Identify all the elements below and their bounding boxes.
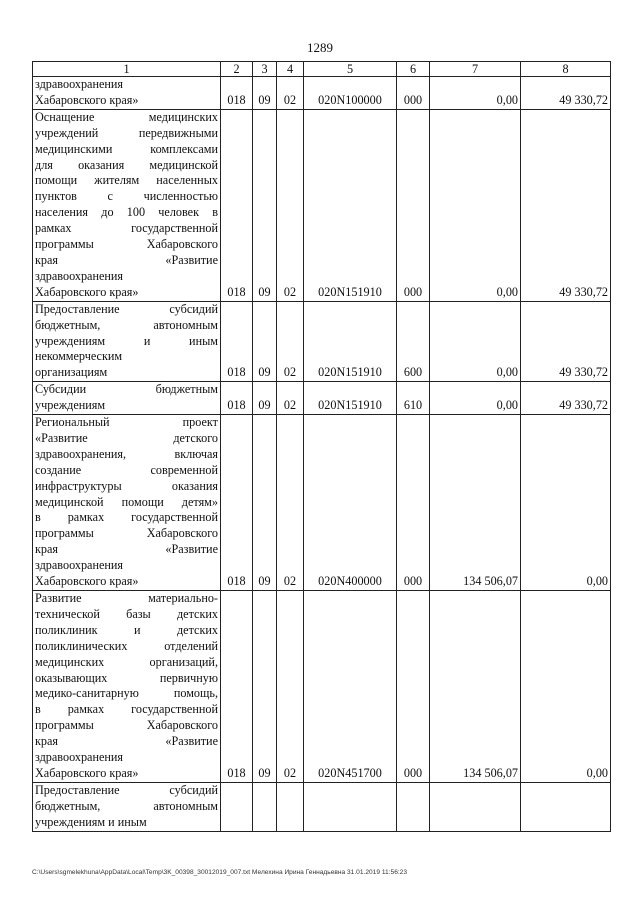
description-line: бюджетным, автономным bbox=[35, 798, 218, 813]
cell-expense-type: 000 bbox=[397, 77, 430, 110]
description-line: Хабаровского края» bbox=[35, 765, 139, 780]
description-line: организациям bbox=[35, 365, 108, 380]
cell-expense-type: 000 bbox=[397, 591, 430, 783]
page-number: 1289 bbox=[307, 40, 333, 55]
description-line: медицинской помощи детям» bbox=[35, 494, 218, 509]
cell-target-article: 020N451700 bbox=[304, 591, 397, 783]
table-row bbox=[33, 77, 611, 110]
cell-expense-type bbox=[397, 782, 430, 831]
description-line: здравоохранения bbox=[35, 558, 124, 573]
row-description bbox=[33, 109, 221, 301]
header-col-7: 7 bbox=[430, 62, 521, 77]
cell-section: 09 bbox=[253, 301, 277, 382]
table-row bbox=[33, 782, 611, 831]
description-line: в рамках государственной bbox=[35, 702, 218, 717]
description-line: оказывающих первичную bbox=[35, 670, 218, 685]
description-line: медицинских организаций, bbox=[35, 654, 218, 669]
description-line: учреждений передвижными bbox=[35, 125, 218, 140]
cell-target-article: 020N100000 bbox=[304, 77, 397, 110]
cell-amount-2 bbox=[521, 782, 611, 831]
row-description bbox=[33, 591, 221, 783]
cell-subsection: 02 bbox=[277, 109, 304, 301]
cell-subsection: 02 bbox=[277, 415, 304, 591]
description-line: Оснащение медицинских bbox=[35, 109, 218, 124]
cell-subsection: 02 bbox=[277, 382, 304, 415]
description-line: в рамках государственной bbox=[35, 510, 218, 525]
description-line: населения до 100 человек в bbox=[35, 205, 218, 220]
cell-ministry-code: 018 bbox=[221, 415, 253, 591]
cell-amount-1: 0,00 bbox=[430, 77, 521, 110]
table-row bbox=[33, 301, 611, 382]
cell-ministry-code: 018 bbox=[221, 77, 253, 110]
table-row bbox=[33, 591, 611, 783]
description-line: пунктов с численностью bbox=[35, 189, 218, 204]
description-line: создание современной bbox=[35, 462, 218, 477]
description-line: края «Развитие bbox=[35, 734, 218, 749]
description-line: Развитие материально- bbox=[35, 591, 218, 605]
description-line: для оказания медицинской bbox=[35, 157, 218, 172]
description-line: Предоставление субсидий bbox=[35, 301, 218, 316]
cell-subsection: 02 bbox=[277, 591, 304, 783]
cell-section: 09 bbox=[253, 77, 277, 110]
table-row bbox=[33, 415, 611, 591]
description-line: края «Развитие bbox=[35, 542, 218, 557]
description-line: учреждениям и иным bbox=[35, 333, 218, 348]
header-col-2: 2 bbox=[221, 62, 253, 77]
description-line: некоммерческим bbox=[35, 349, 123, 364]
cell-expense-type: 610 bbox=[397, 382, 430, 415]
cell-amount-1: 0,00 bbox=[430, 382, 521, 415]
cell-amount-1: 134 506,07 bbox=[430, 415, 521, 591]
description-line: Хабаровского края» bbox=[35, 284, 139, 299]
header-col-3: 3 bbox=[253, 62, 277, 77]
cell-subsection: 02 bbox=[277, 77, 304, 110]
description-line: инфраструктуры оказания bbox=[35, 478, 218, 493]
description-line: поликлиник и детских bbox=[35, 622, 218, 637]
cell-subsection: 02 bbox=[277, 301, 304, 382]
budget-table bbox=[32, 61, 611, 832]
cell-amount-1: 0,00 bbox=[430, 301, 521, 382]
description-line: технической базы детских bbox=[35, 606, 218, 621]
description-line: учреждениям и иным bbox=[35, 814, 147, 829]
row-description bbox=[33, 415, 221, 591]
header-row bbox=[33, 62, 611, 77]
cell-amount-2: 49 330,72 bbox=[521, 301, 611, 382]
cell-expense-type: 000 bbox=[397, 109, 430, 301]
description-line: Субсидии бюджетным bbox=[35, 382, 218, 397]
description-line: Предоставление субсидий bbox=[35, 782, 218, 797]
cell-amount-2: 0,00 bbox=[521, 415, 611, 591]
description-line: Региональный проект bbox=[35, 415, 218, 430]
description-line: Хабаровского края» bbox=[35, 92, 139, 107]
table-row bbox=[33, 109, 611, 301]
description-line: здравоохранения bbox=[35, 77, 124, 91]
row-description bbox=[33, 782, 221, 831]
row-description bbox=[33, 77, 221, 110]
cell-subsection bbox=[277, 782, 304, 831]
header-col-1: 1 bbox=[33, 62, 221, 77]
description-line: здравоохранения, включая bbox=[35, 446, 218, 461]
cell-ministry-code: 018 bbox=[221, 301, 253, 382]
header-col-8: 8 bbox=[521, 62, 611, 77]
cell-section: 09 bbox=[253, 109, 277, 301]
cell-expense-type: 000 bbox=[397, 415, 430, 591]
description-line: программы Хабаровского bbox=[35, 718, 218, 733]
description-line: программы Хабаровского bbox=[35, 526, 218, 541]
cell-ministry-code: 018 bbox=[221, 382, 253, 415]
description-line: Хабаровского края» bbox=[35, 574, 139, 589]
cell-amount-1 bbox=[430, 782, 521, 831]
description-line: «Развитие детского bbox=[35, 430, 218, 445]
description-line: поликлинических отделений bbox=[35, 638, 218, 653]
cell-section bbox=[253, 782, 277, 831]
cell-amount-2: 49 330,72 bbox=[521, 382, 611, 415]
header-col-6: 6 bbox=[397, 62, 430, 77]
cell-section: 09 bbox=[253, 382, 277, 415]
description-line: рамках государственной bbox=[35, 221, 218, 236]
header-col-4: 4 bbox=[277, 62, 304, 77]
cell-amount-2: 0,00 bbox=[521, 591, 611, 783]
file-path-footer: C:\Users\sgmelekhuna\AppData\Local\Temp\3K_00398_30012019_007.txt Мелехина Ирина Геннадьевна 31.01.2019 11:56:23 bbox=[32, 869, 408, 876]
description-line: бюджетным, автономным bbox=[35, 317, 218, 332]
cell-target-article: 020N151910 bbox=[304, 109, 397, 301]
description-line: здравоохранения bbox=[35, 268, 124, 283]
cell-ministry-code: 018 bbox=[221, 591, 253, 783]
cell-target-article: 020N151910 bbox=[304, 382, 397, 415]
description-line: медицинскими комплексами bbox=[35, 141, 218, 156]
cell-amount-2: 49 330,72 bbox=[521, 109, 611, 301]
cell-section: 09 bbox=[253, 415, 277, 591]
description-line: края «Развитие bbox=[35, 252, 218, 267]
header-col-5: 5 bbox=[304, 62, 397, 77]
row-description bbox=[33, 301, 221, 382]
cell-target-article bbox=[304, 782, 397, 831]
cell-amount-2: 49 330,72 bbox=[521, 77, 611, 110]
table-row bbox=[33, 382, 611, 415]
description-line: здравоохранения bbox=[35, 750, 124, 765]
cell-target-article: 020N151910 bbox=[304, 301, 397, 382]
description-line: учреждениям bbox=[35, 398, 106, 413]
cell-amount-1: 0,00 bbox=[430, 109, 521, 301]
description-line: помощи жителям населенных bbox=[35, 173, 218, 188]
cell-ministry-code bbox=[221, 782, 253, 831]
cell-expense-type: 600 bbox=[397, 301, 430, 382]
cell-target-article: 020N400000 bbox=[304, 415, 397, 591]
row-description bbox=[33, 382, 221, 415]
cell-amount-1: 134 506,07 bbox=[430, 591, 521, 783]
cell-ministry-code: 018 bbox=[221, 109, 253, 301]
description-line: медико-санитарную помощь, bbox=[35, 686, 218, 701]
description-line: программы Хабаровского bbox=[35, 237, 218, 252]
cell-section: 09 bbox=[253, 591, 277, 783]
